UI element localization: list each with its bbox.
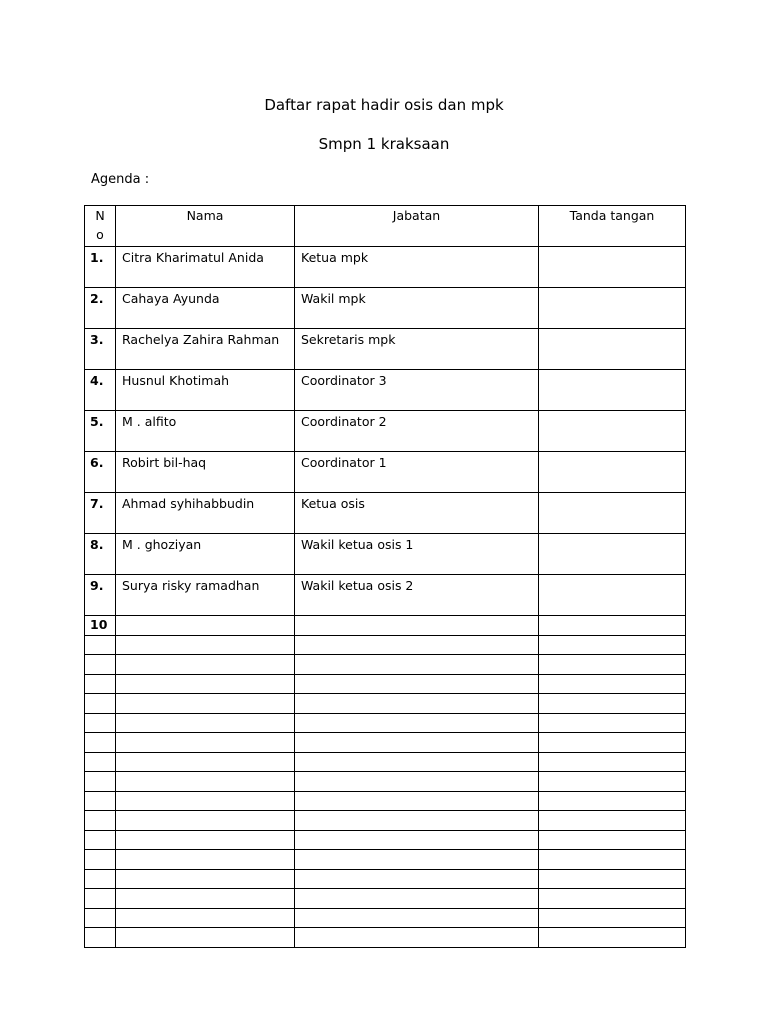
blank-row	[85, 889, 686, 909]
row-tanda-tangan[interactable]	[539, 635, 686, 655]
row-nama: Rachelya Zahira Rahman	[116, 329, 295, 370]
row-tanda-tangan[interactable]	[539, 674, 686, 694]
row-number: 1.	[85, 247, 116, 288]
row-jabatan[interactable]	[295, 674, 539, 694]
table-header-row	[85, 206, 686, 247]
row-jabatan: Coordinator 1	[295, 452, 539, 493]
row-nama[interactable]	[116, 908, 295, 928]
table-row	[85, 493, 686, 534]
row-tanda-tangan[interactable]	[539, 772, 686, 792]
row-nama[interactable]	[116, 635, 295, 655]
row-tanda-tangan[interactable]	[539, 411, 686, 452]
blank-row	[85, 791, 686, 811]
row-number	[85, 811, 116, 831]
row-number	[85, 674, 116, 694]
row-jabatan: Coordinator 2	[295, 411, 539, 452]
blank-row	[85, 616, 686, 636]
row-number	[85, 908, 116, 928]
blank-row	[85, 850, 686, 870]
row-tanda-tangan[interactable]	[539, 733, 686, 753]
row-nama[interactable]	[116, 752, 295, 772]
row-jabatan[interactable]	[295, 694, 539, 714]
row-number	[85, 889, 116, 909]
row-jabatan[interactable]	[295, 908, 539, 928]
row-number	[85, 655, 116, 675]
row-jabatan[interactable]	[295, 889, 539, 909]
row-tanda-tangan[interactable]	[539, 752, 686, 772]
row-jabatan: Coordinator 3	[295, 370, 539, 411]
school-name: Smpn 1 kraksaan	[318, 135, 450, 153]
row-nama[interactable]	[116, 830, 295, 850]
row-jabatan: Ketua osis	[295, 493, 539, 534]
row-nama: Husnul Khotimah	[116, 370, 295, 411]
row-nama[interactable]	[116, 869, 295, 889]
blank-row	[85, 908, 686, 928]
table-row	[85, 329, 686, 370]
row-jabatan[interactable]	[295, 928, 539, 948]
row-number	[85, 635, 116, 655]
row-nama[interactable]	[116, 772, 295, 792]
header-no-bottom: o	[96, 227, 104, 242]
row-number	[85, 850, 116, 870]
table-row	[85, 370, 686, 411]
row-jabatan: Wakil ketua osis 1	[295, 534, 539, 575]
row-number	[85, 791, 116, 811]
row-jabatan[interactable]	[295, 772, 539, 792]
row-number	[85, 830, 116, 850]
row-number	[85, 713, 116, 733]
row-nama[interactable]	[116, 655, 295, 675]
row-number: 10	[85, 616, 116, 636]
row-jabatan[interactable]	[295, 830, 539, 850]
row-number	[85, 928, 116, 948]
header-nama: Nama	[116, 206, 295, 247]
row-nama[interactable]	[116, 889, 295, 909]
row-tanda-tangan[interactable]	[539, 713, 686, 733]
row-nama[interactable]	[116, 928, 295, 948]
row-number: 6.	[85, 452, 116, 493]
row-jabatan: Sekretaris mpk	[295, 329, 539, 370]
document-title: Daftar rapat hadir osis dan mpk	[264, 96, 504, 114]
row-jabatan[interactable]	[295, 752, 539, 772]
row-jabatan: Wakil mpk	[295, 288, 539, 329]
row-nama: M . ghoziyan	[116, 534, 295, 575]
row-nama: M . alfito	[116, 411, 295, 452]
row-jabatan: Ketua mpk	[295, 247, 539, 288]
row-nama[interactable]	[116, 850, 295, 870]
row-number	[85, 694, 116, 714]
row-nama[interactable]	[116, 811, 295, 831]
row-number: 4.	[85, 370, 116, 411]
row-number	[85, 772, 116, 792]
table-row	[85, 452, 686, 493]
table-row	[85, 411, 686, 452]
row-tanda-tangan[interactable]	[539, 655, 686, 675]
agenda-label: Agenda :	[91, 172, 150, 187]
blank-row	[85, 928, 686, 948]
row-tanda-tangan[interactable]	[539, 850, 686, 870]
row-jabatan[interactable]	[295, 713, 539, 733]
row-tanda-tangan[interactable]	[539, 928, 686, 948]
row-number: 3.	[85, 329, 116, 370]
row-jabatan[interactable]	[295, 869, 539, 889]
row-tanda-tangan[interactable]	[539, 791, 686, 811]
table-row	[85, 247, 686, 288]
row-tanda-tangan[interactable]	[539, 908, 686, 928]
table-row	[85, 288, 686, 329]
row-tanda-tangan[interactable]	[539, 694, 686, 714]
row-number	[85, 733, 116, 753]
row-nama[interactable]	[116, 791, 295, 811]
blank-row	[85, 713, 686, 733]
row-tanda-tangan[interactable]	[539, 288, 686, 329]
row-tanda-tangan[interactable]	[539, 370, 686, 411]
row-nama: Cahaya Ayunda	[116, 288, 295, 329]
blank-row	[85, 830, 686, 850]
row-tanda-tangan[interactable]	[539, 329, 686, 370]
row-nama: Citra Kharimatul Anida	[116, 247, 295, 288]
row-jabatan[interactable]	[295, 616, 539, 636]
blank-row	[85, 655, 686, 675]
row-number: 9.	[85, 575, 116, 616]
blank-row	[85, 635, 686, 655]
table-body	[85, 247, 686, 948]
row-tanda-tangan[interactable]	[539, 869, 686, 889]
row-number	[85, 752, 116, 772]
header-no-top: N	[95, 208, 105, 223]
row-number: 7.	[85, 493, 116, 534]
row-tanda-tangan[interactable]	[539, 616, 686, 636]
blank-row	[85, 772, 686, 792]
row-nama: Ahmad syhihabbudin	[116, 493, 295, 534]
row-jabatan: Wakil ketua osis 2	[295, 575, 539, 616]
blank-row	[85, 694, 686, 714]
table-row	[85, 534, 686, 575]
row-tanda-tangan[interactable]	[539, 830, 686, 850]
header-tanda-tangan: Tanda tangan	[539, 206, 686, 247]
blank-row	[85, 733, 686, 753]
row-tanda-tangan[interactable]	[539, 534, 686, 575]
row-tanda-tangan[interactable]	[539, 247, 686, 288]
row-jabatan[interactable]	[295, 733, 539, 753]
row-jabatan[interactable]	[295, 655, 539, 675]
row-number: 8.	[85, 534, 116, 575]
row-jabatan[interactable]	[295, 635, 539, 655]
blank-row	[85, 869, 686, 889]
attendance-table	[84, 205, 686, 948]
row-nama: Surya risky ramadhan	[116, 575, 295, 616]
row-jabatan[interactable]	[295, 811, 539, 831]
header-no	[85, 206, 116, 247]
row-nama[interactable]	[116, 694, 295, 714]
row-nama: Robirt bil-haq	[116, 452, 295, 493]
row-number: 5.	[85, 411, 116, 452]
row-tanda-tangan[interactable]	[539, 452, 686, 493]
blank-row	[85, 811, 686, 831]
header-jabatan: Jabatan	[295, 206, 539, 247]
row-number	[85, 869, 116, 889]
blank-row	[85, 674, 686, 694]
row-number: 2.	[85, 288, 116, 329]
row-nama[interactable]	[116, 674, 295, 694]
blank-row	[85, 752, 686, 772]
table-row	[85, 575, 686, 616]
row-nama[interactable]	[116, 713, 295, 733]
row-nama[interactable]	[116, 616, 295, 636]
row-tanda-tangan[interactable]	[539, 493, 686, 534]
row-nama[interactable]	[116, 733, 295, 753]
row-tanda-tangan[interactable]	[539, 575, 686, 616]
row-jabatan[interactable]	[295, 791, 539, 811]
row-tanda-tangan[interactable]	[539, 811, 686, 831]
row-tanda-tangan[interactable]	[539, 889, 686, 909]
row-jabatan[interactable]	[295, 850, 539, 870]
